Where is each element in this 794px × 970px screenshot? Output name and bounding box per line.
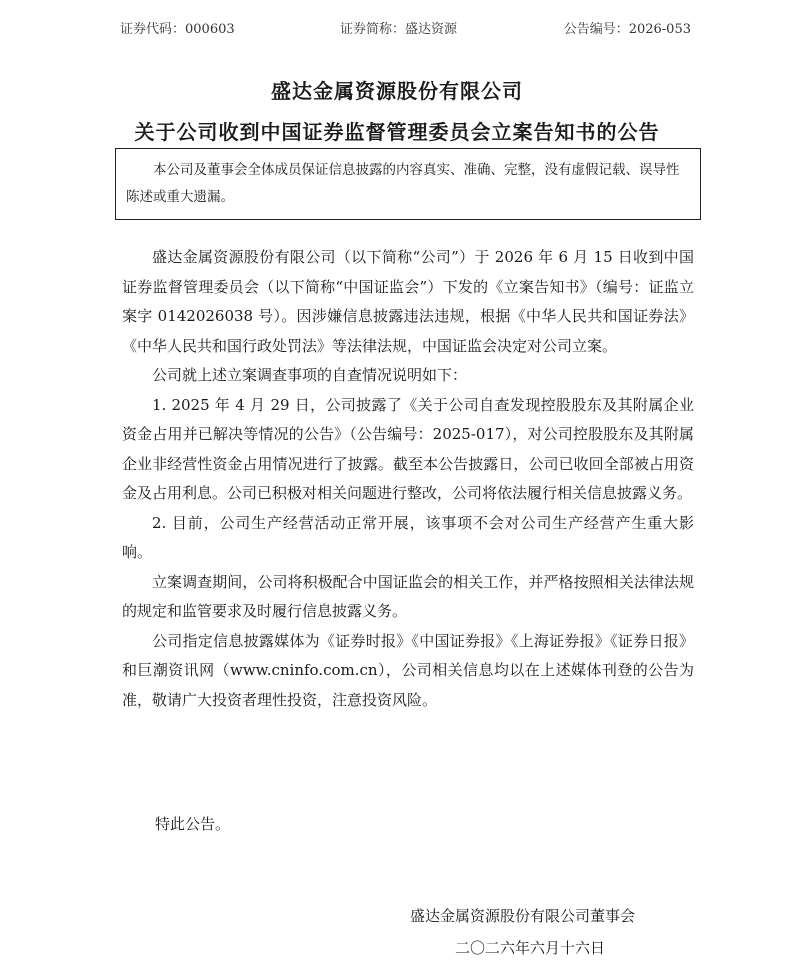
signature-date: 二〇二六年六月十六日 [455, 939, 606, 957]
signature-company: 盛达金属资源股份有限公司董事会 [410, 907, 636, 925]
stock-code: 证券代码：000603 [120, 22, 235, 37]
announcement-title: 关于公司收到中国证券监督管理委员会立案告知书的公告 [134, 120, 660, 144]
paragraph-self-check-intro: 公司就上述立案调查事项的自查情况说明如下： [152, 366, 468, 384]
disclaimer-box: 本公司及董事会全体成员保证信息披露的内容真实、准确、完整，没有虚假记载、误导性陈述或重大遗漏。 [115, 148, 701, 220]
closing-text: 特此公告。 [155, 815, 231, 833]
paragraph-cooperation: 立案调查期间，公司将积极配合中国证监会的相关工作，并严格按照相关法律法规的规定和监管要求及时履行信息披露义务。 [122, 572, 694, 620]
announcement-number: 公告编号：2026-053 [563, 22, 691, 37]
paragraph-item-2: 2. 目前，公司生产经营活动正常开展，该事项不会对公司生产经营产生重大影响。 [122, 513, 694, 561]
paragraph-case-filing: 盛达金属资源股份有限公司（以下简称“公司”）于 2026 年 6 月 15 日收到中国证券监督管理委员会（以下简称“中国证监会”）下发的《立案告知书》（编号：证监立案字 0142026038 号）。因涉嫌信息披露违法违规，根据《中华人民共和国证券法》《中华人民共和国行政处罚法》等法律法规，中国证监会决定对公司立案。 [122, 248, 694, 355]
document-header [0, 18, 794, 38]
stock-name: 证券简称：盛达资源 [340, 22, 458, 37]
company-title: 盛达金属资源股份有限公司 [271, 79, 523, 103]
paragraph-media: 公司指定信息披露媒体为《证券时报》《中国证券报》《上海证券报》《证券日报》和巨潮资讯网（www.cninfo.com.cn），公司相关信息均以在上述媒体刊登的公告为准，敬请广大投资者理性投资，注意投资风险。 [122, 631, 694, 709]
paragraph-item-1: 1. 2025 年 4 月 29 日，公司披露了《关于公司自查发现控股股东及其附属企业资金占用并已解决等情况的公告》（公告编号：2025-017），对公司控股股东及其附属企业非经营性资金占用情况进行了披露。截至本公告披露日，公司已收回全部被占用资金及占用利息。公司已积极对相关问题进行整改，公司将依法履行相关信息披露义务。 [122, 395, 694, 502]
announcement-body [122, 243, 694, 715]
